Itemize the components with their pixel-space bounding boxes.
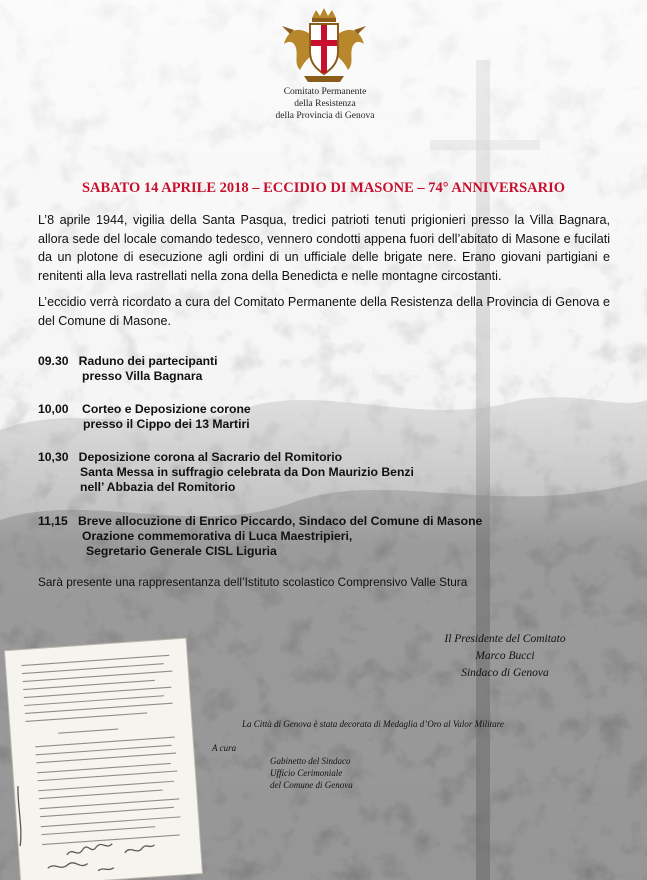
office-line: Gabinetto del Sindaco	[270, 756, 351, 766]
schedule-text: Breve allocuzione di Enrico Piccardo, Sindaco del Comune di Masone	[78, 514, 483, 528]
schedule-text: Raduno dei partecipanti	[78, 354, 218, 368]
schedule-text: presso Villa Bagnara	[82, 369, 203, 383]
schedule-text: Deposizione corona al Sacrario del Romitorio	[78, 450, 343, 464]
schedule-item	[38, 402, 251, 432]
historical-document-image	[0, 630, 210, 880]
office-line: del Comune di Genova	[270, 780, 353, 790]
signature-line: Il Presidente del Comitato	[444, 633, 566, 645]
organizer-paragraph: L’eccidio verrà ricordato a cura del Comitato Permanente della Resistenza della Provincia di Genova e del Comune di Masone.	[38, 295, 610, 328]
presence-note: Sarà presente una rappresentanza dell’Istituto scolastico Comprensivo Valle Stura	[38, 575, 468, 589]
committee-name	[230, 86, 420, 122]
schedule-item	[38, 514, 482, 559]
schedule-text: Segretario Generale CISL Liguria	[86, 544, 277, 558]
schedule-item	[38, 450, 414, 495]
schedule-item	[38, 354, 218, 384]
schedule-text: Corteo e Deposizione corone	[82, 402, 251, 416]
schedule-time: 11,15	[38, 514, 68, 528]
genova-crest-icon	[280, 4, 368, 86]
schedule-text: presso il Cippo dei 13 Martiri	[83, 417, 250, 431]
medal-note: La Città di Genova è stata decorata di Medaglia d’Oro al Valor Militare	[242, 719, 504, 729]
schedule-time: 10,00	[38, 402, 69, 416]
schedule-text: nell’ Abbazia del Romitorio	[80, 480, 236, 494]
committee-line: della Provincia di Genova	[275, 111, 375, 121]
schedule-text: Santa Messa in suffragio celebrata da Don Maurizio Benzi	[80, 465, 414, 479]
office-line: Ufficio Cerimoniale	[270, 768, 343, 778]
schedule-time: 09.30	[38, 354, 69, 368]
schedule-text: Orazione commemorativa di Luca Maestripieri,	[82, 529, 353, 543]
signature-line: Marco Bucci	[475, 650, 535, 662]
office-block	[270, 755, 353, 791]
schedule-time: 10,30	[38, 450, 69, 464]
a-cura-label: A cura	[212, 743, 237, 753]
committee-line: Comitato Permanente	[283, 87, 367, 97]
signature-line: Sindaco di Genova	[461, 667, 549, 679]
committee-line: della Resistenza	[294, 99, 356, 109]
event-headline: SABATO 14 APRILE 2018 – ECCIDIO DI MASONE – 74° ANNIVERSARIO	[81, 180, 566, 196]
signature-block	[430, 631, 580, 682]
intro-paragraph: L’8 aprile 1944, vigilia della Santa Pasqua, tredici patrioti tenuti prigionieri presso la Villa Bagnara, allora sede del locale comando tedesco, vennero condotti appena fuori dell’abitato di Masone e fucilati da un plotone di esecuzione agli ordini di un ufficiale delle brigate nere. Erano giovani partigiani e renitenti alla leva rastrellati nella zona della Benedicta e nelle montagne circostanti.	[38, 213, 610, 283]
